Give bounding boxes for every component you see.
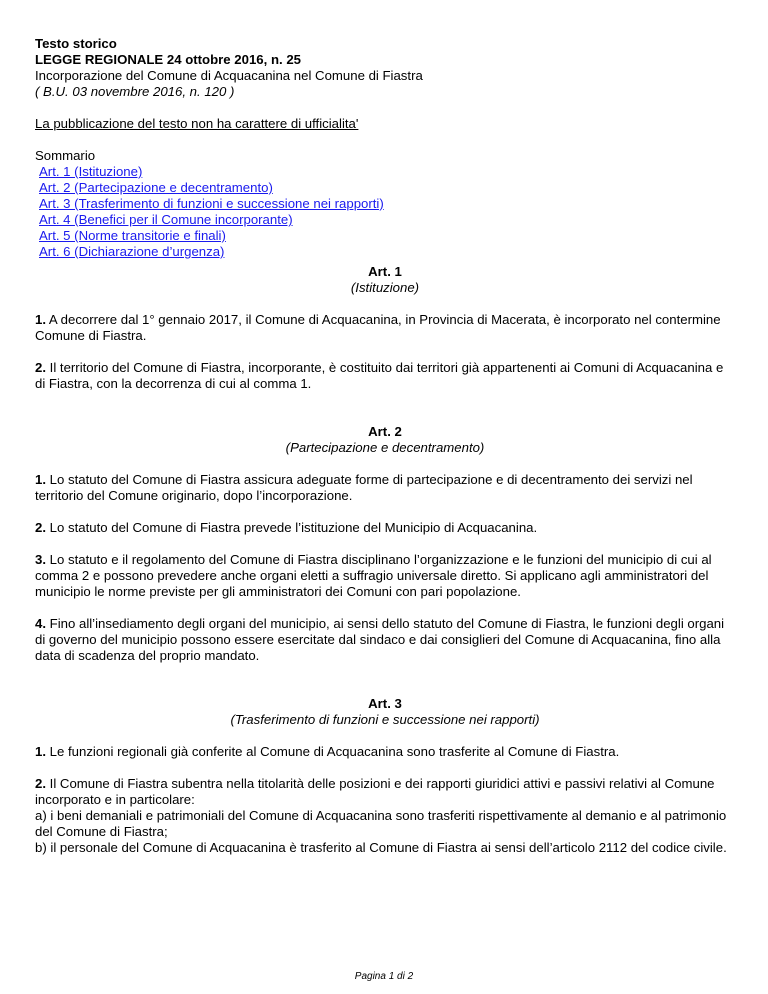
art1-para — [35, 360, 735, 392]
para-text: Lo statuto del Comune di Fiastra assicura adeguate forme di partecipazione e di decentramento dei servizi nel territorio del Comune originario, dopo l’incorporazione. — [35, 472, 693, 503]
art3-para — [35, 744, 735, 760]
para-number: 3. — [35, 552, 46, 567]
art2-subtitle: (Partecipazione e decentramento) — [285, 440, 485, 455]
art2-title: Art. 2 — [368, 424, 402, 439]
para-text: Fino all’insediamento degli organi del municipio, ai sensi dello statuto del Comune di Fiastra, le funzioni degli organi di governo del municipio possono essere esercitate dal sindaco e dai consiglieri del Comune di Acquacanina, fino alla data di scadenza del proprio mandato. — [35, 616, 725, 663]
doc-label: Testo storico — [35, 36, 117, 51]
para-text: Lo statuto e il regolamento del Comune di Fiastra disciplinano l’organizzazione e le funzioni del municipio di cui al comma 2 e possono prevedere anche organi eletti a suffragio universale diretto. Si applicano agli amministratori del municipio le norme previste per gli amministratori dei Comuni con pari popolazione. — [35, 552, 712, 599]
art2-para — [35, 552, 735, 600]
para-text: Lo statuto del Comune di Fiastra prevede l’istituzione del Municipio di Acquacanina. — [46, 520, 538, 535]
disclaimer: La pubblicazione del testo non ha carattere di ufficialita' — [35, 116, 359, 131]
toc-link-art3[interactable]: Art. 3 (Trasferimento di funzioni e successione nei rapporti) — [39, 196, 384, 211]
bulletin-ref: ( B.U. 03 novembre 2016, n. 120 ) — [35, 84, 235, 99]
para-number: 1. — [35, 472, 46, 487]
art1-title: Art. 1 — [368, 264, 402, 279]
art2-para — [35, 616, 735, 664]
document-page — [35, 36, 735, 856]
page-footer: Pagina 1 di 2 — [354, 971, 414, 982]
art1-para — [35, 312, 735, 344]
art3-para — [35, 776, 735, 808]
toc-link-art5[interactable]: Art. 5 (Norme transitorie e finali) — [39, 228, 226, 243]
para-number: 1. — [35, 744, 46, 759]
toc-link-art4[interactable]: Art. 4 (Benefici per il Comune incorporante) — [39, 212, 293, 227]
para-text: Le funzioni regionali già conferite al Comune di Acquacanina sono trasferite al Comune di Fiastra. — [46, 744, 620, 759]
art3-item: a) i beni demaniali e patrimoniali del Comune di Acquacanina sono trasferiti rispettivamente al demanio e al patrimonio del Comune di Fiastra; — [35, 808, 727, 839]
para-number: 2. — [35, 520, 46, 535]
para-number: 1. — [35, 312, 46, 327]
toc-link-art2[interactable]: Art. 2 (Partecipazione e decentramento) — [39, 180, 273, 195]
toc-link-art1[interactable]: Art. 1 (Istituzione) — [39, 164, 143, 179]
para-number: 2. — [35, 776, 46, 791]
para-text: A decorrere dal 1° gennaio 2017, il Comune di Acquacanina, in Provincia di Macerata, è incorporato nel contermine Comune di Fiastra. — [35, 312, 721, 343]
law-title: LEGGE REGIONALE 24 ottobre 2016, n. 25 — [35, 52, 302, 67]
para-text: Il Comune di Fiastra subentra nella titolarità delle posizioni e dei rapporti giuridici attivi e passivi relativi al Comune incorporato e in particolare: — [35, 776, 715, 807]
art3-item: b) il personale del Comune di Acquacanina è trasferito al Comune di Fiastra ai sensi dell’articolo 2112 del codice civile. — [35, 840, 727, 855]
art1-subtitle: (Istituzione) — [350, 280, 420, 295]
art3-title: Art. 3 — [368, 696, 402, 711]
toc-title: Sommario — [35, 148, 96, 163]
toc-link-art6[interactable]: Art. 6 (Dichiarazione d’urgenza) — [39, 244, 225, 259]
art2-para — [35, 520, 735, 536]
para-number: 2. — [35, 360, 46, 375]
art2-para — [35, 472, 735, 504]
law-subject: Incorporazione del Comune di Acquacanina nel Comune di Fiastra — [35, 68, 423, 83]
toc-list — [35, 164, 735, 260]
para-number: 4. — [35, 616, 46, 631]
para-text: Il territorio del Comune di Fiastra, incorporante, è costituito dai territori già appartenenti ai Comuni di Acquacanina e di Fiastra, con la decorrenza di cui al comma 1. — [35, 360, 724, 391]
art3-subtitle: (Trasferimento di funzioni e successione nei rapporti) — [230, 712, 540, 727]
